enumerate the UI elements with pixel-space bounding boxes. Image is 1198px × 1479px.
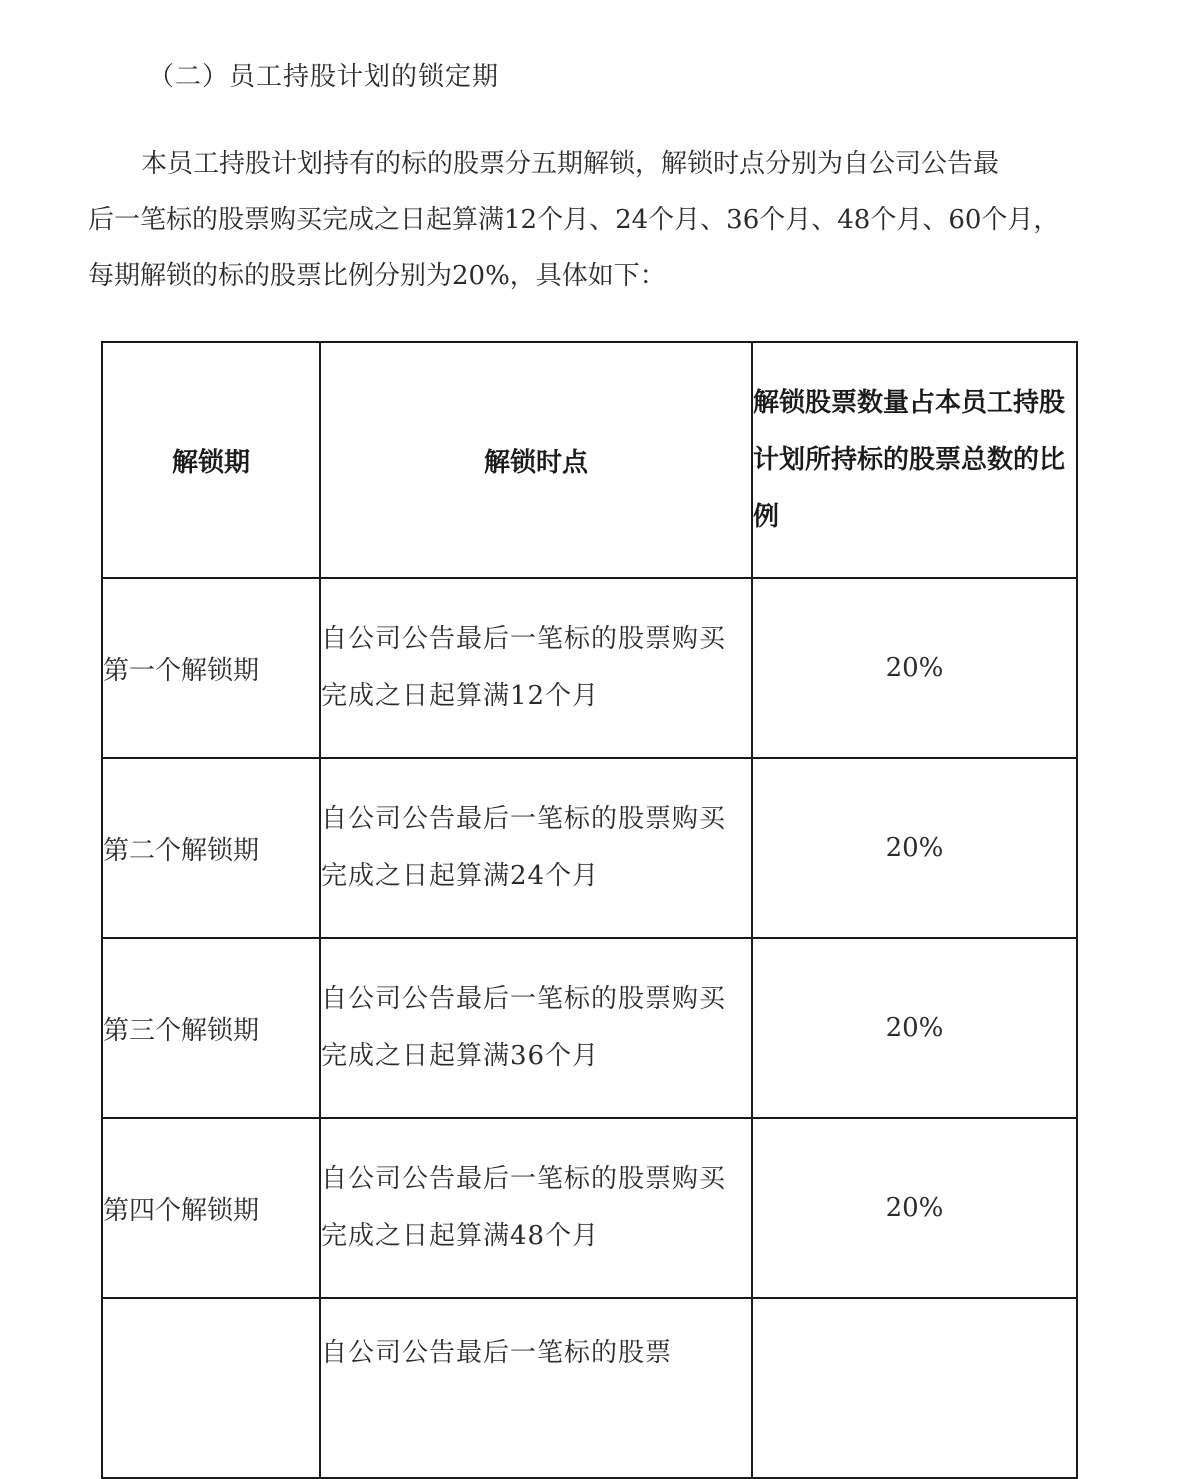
table-header-row (102, 342, 1077, 578)
cell-ratio (752, 1298, 1077, 1478)
cell-period: 第四个解锁期 (102, 1118, 320, 1298)
cell-period (102, 1298, 320, 1478)
cell-time: 自公司公告最后一笔标的股票购买完成之日起算满12个月 (320, 578, 752, 758)
cell-time (320, 1298, 752, 1478)
header-unlock-ratio: 解锁股票数量占本员工持股计划所持标的股票总数的比例 (752, 342, 1077, 578)
header-unlock-period: 解锁期 (102, 342, 320, 578)
table-row (102, 938, 1077, 1118)
cell-ratio: 20% (752, 578, 1077, 758)
table-row (102, 1118, 1077, 1298)
cell-time: 自公司公告最后一笔标的股票购买完成之日起算满24个月 (320, 758, 752, 938)
cell-period: 第三个解锁期 (102, 938, 320, 1118)
cell-time: 自公司公告最后一笔标的股票购买完成之日起算满36个月 (320, 938, 752, 1118)
table-row-partial (102, 1298, 1077, 1478)
unlock-schedule-table (101, 341, 1078, 1479)
table-row (102, 758, 1077, 938)
paragraph-line: 本员工持股计划持有的标的股票分五期解锁，解锁时点分别为自公司公告最 (141, 149, 1000, 179)
cell-ratio: 20% (752, 938, 1077, 1118)
paragraph-line: 后一笔标的股票购买完成之日起算满12个月、24个月、36个月、48个月、60个月， (88, 205, 1060, 235)
cell-ratio: 20% (752, 758, 1077, 938)
header-unlock-time: 解锁时点 (320, 342, 752, 578)
intro-paragraph (88, 136, 1068, 304)
cell-ratio: 20% (752, 1118, 1077, 1298)
section-heading: （二）员工持股计划的锁定期 (148, 62, 500, 92)
cell-period: 第二个解锁期 (102, 758, 320, 938)
cell-time: 自公司公告最后一笔标的股票购买完成之日起算满48个月 (320, 1118, 752, 1298)
cell-period: 第一个解锁期 (102, 578, 320, 758)
table-row (102, 578, 1077, 758)
cell-time-visible-line: 自公司公告最后一笔标的股票 (321, 1338, 673, 1368)
paragraph-line: 每期解锁的标的股票比例分别为20%，具体如下： (88, 261, 666, 291)
